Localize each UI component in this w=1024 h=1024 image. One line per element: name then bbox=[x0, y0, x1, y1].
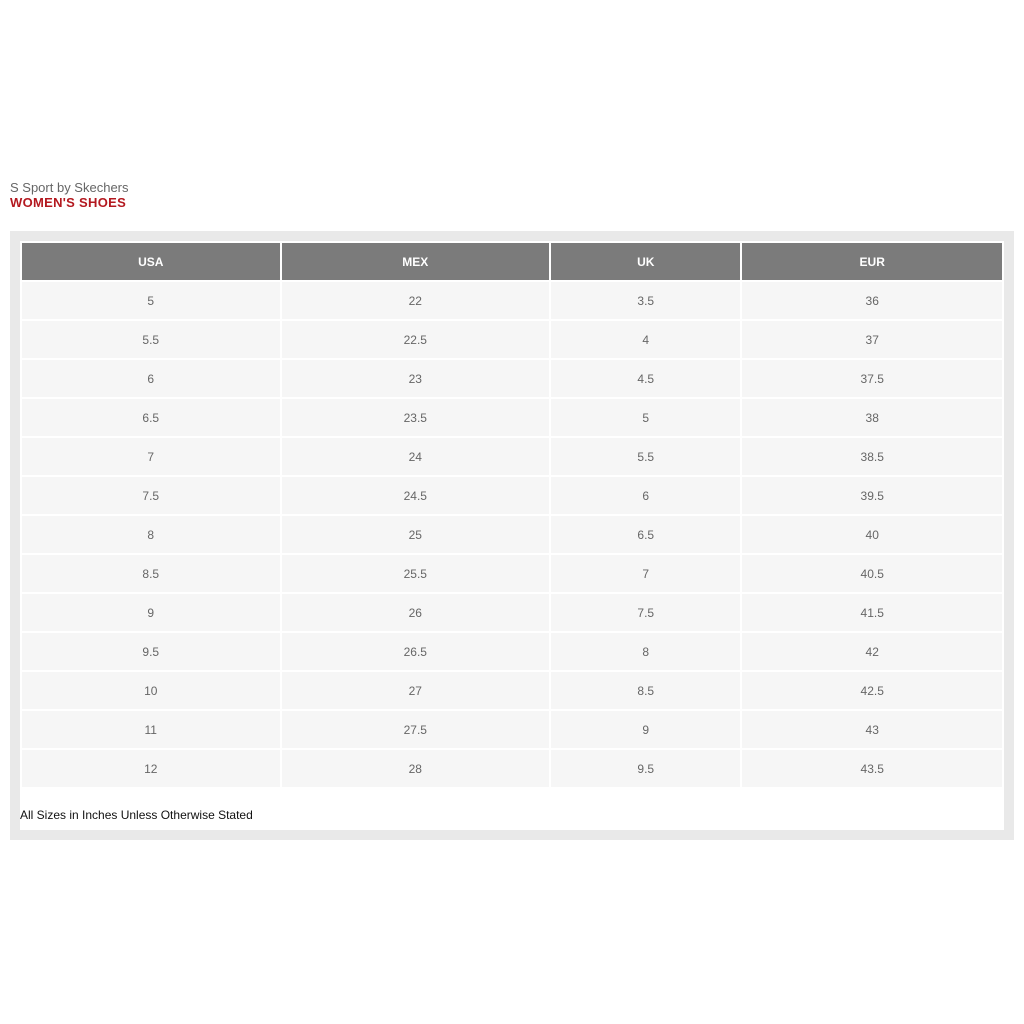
size-cell-usa: 5.5 bbox=[22, 321, 280, 358]
size-table bbox=[20, 241, 1004, 789]
size-cell-eur: 42.5 bbox=[742, 672, 1002, 709]
size-cell-eur: 42 bbox=[742, 633, 1002, 670]
size-cell-eur: 36 bbox=[742, 282, 1002, 319]
size-cell-eur: 39.5 bbox=[742, 477, 1002, 514]
size-note: All Sizes in Inches Unless Otherwise Stated bbox=[20, 808, 253, 822]
table-body bbox=[22, 282, 1002, 787]
column-header-usa: USA bbox=[22, 243, 280, 280]
table-header-row bbox=[22, 243, 1002, 280]
size-cell-uk: 8.5 bbox=[551, 672, 740, 709]
table-row bbox=[22, 555, 1002, 592]
size-cell-usa: 6.5 bbox=[22, 399, 280, 436]
size-cell-uk: 5.5 bbox=[551, 438, 740, 475]
table-row bbox=[22, 750, 1002, 787]
table-row bbox=[22, 321, 1002, 358]
size-cell-eur: 38 bbox=[742, 399, 1002, 436]
size-cell-mex: 24 bbox=[282, 438, 550, 475]
table-row bbox=[22, 594, 1002, 631]
table-row bbox=[22, 672, 1002, 709]
size-cell-uk: 9 bbox=[551, 711, 740, 748]
size-cell-eur: 37.5 bbox=[742, 360, 1002, 397]
brand-name: S Sport by Skechers bbox=[10, 180, 129, 195]
size-cell-usa: 8.5 bbox=[22, 555, 280, 592]
size-cell-usa: 10 bbox=[22, 672, 280, 709]
size-cell-uk: 6 bbox=[551, 477, 740, 514]
size-cell-uk: 6.5 bbox=[551, 516, 740, 553]
size-cell-usa: 7.5 bbox=[22, 477, 280, 514]
column-header-mex: MEX bbox=[282, 243, 550, 280]
table-row bbox=[22, 711, 1002, 748]
size-cell-uk: 4 bbox=[551, 321, 740, 358]
size-chart-frame bbox=[10, 231, 1014, 840]
table-row bbox=[22, 516, 1002, 553]
size-cell-usa: 9.5 bbox=[22, 633, 280, 670]
size-cell-mex: 27.5 bbox=[282, 711, 550, 748]
table-row bbox=[22, 399, 1002, 436]
size-cell-eur: 38.5 bbox=[742, 438, 1002, 475]
column-header-uk: UK bbox=[551, 243, 740, 280]
size-cell-mex: 28 bbox=[282, 750, 550, 787]
size-cell-eur: 43.5 bbox=[742, 750, 1002, 787]
size-cell-mex: 25 bbox=[282, 516, 550, 553]
column-header-eur: EUR bbox=[742, 243, 1002, 280]
size-cell-mex: 23 bbox=[282, 360, 550, 397]
size-cell-mex: 22.5 bbox=[282, 321, 550, 358]
size-cell-usa: 7 bbox=[22, 438, 280, 475]
section-title: WOMEN'S SHOES bbox=[10, 195, 127, 210]
size-cell-eur: 40 bbox=[742, 516, 1002, 553]
size-cell-uk: 5 bbox=[551, 399, 740, 436]
brand-block bbox=[10, 180, 129, 211]
table-row bbox=[22, 438, 1002, 475]
size-cell-usa: 12 bbox=[22, 750, 280, 787]
size-cell-usa: 8 bbox=[22, 516, 280, 553]
size-cell-mex: 22 bbox=[282, 282, 550, 319]
size-cell-mex: 25.5 bbox=[282, 555, 550, 592]
size-cell-usa: 6 bbox=[22, 360, 280, 397]
size-cell-uk: 7.5 bbox=[551, 594, 740, 631]
size-cell-usa: 11 bbox=[22, 711, 280, 748]
size-cell-uk: 9.5 bbox=[551, 750, 740, 787]
size-cell-eur: 40.5 bbox=[742, 555, 1002, 592]
table-row bbox=[22, 477, 1002, 514]
size-cell-eur: 43 bbox=[742, 711, 1002, 748]
table-row bbox=[22, 633, 1002, 670]
size-cell-mex: 23.5 bbox=[282, 399, 550, 436]
table-row bbox=[22, 360, 1002, 397]
size-cell-uk: 8 bbox=[551, 633, 740, 670]
size-cell-usa: 5 bbox=[22, 282, 280, 319]
size-cell-usa: 9 bbox=[22, 594, 280, 631]
size-cell-uk: 3.5 bbox=[551, 282, 740, 319]
size-cell-mex: 26.5 bbox=[282, 633, 550, 670]
size-cell-eur: 37 bbox=[742, 321, 1002, 358]
size-cell-mex: 27 bbox=[282, 672, 550, 709]
size-cell-mex: 24.5 bbox=[282, 477, 550, 514]
size-cell-eur: 41.5 bbox=[742, 594, 1002, 631]
size-chart-panel bbox=[20, 241, 1004, 830]
size-cell-mex: 26 bbox=[282, 594, 550, 631]
size-cell-uk: 4.5 bbox=[551, 360, 740, 397]
table-row bbox=[22, 282, 1002, 319]
size-cell-uk: 7 bbox=[551, 555, 740, 592]
